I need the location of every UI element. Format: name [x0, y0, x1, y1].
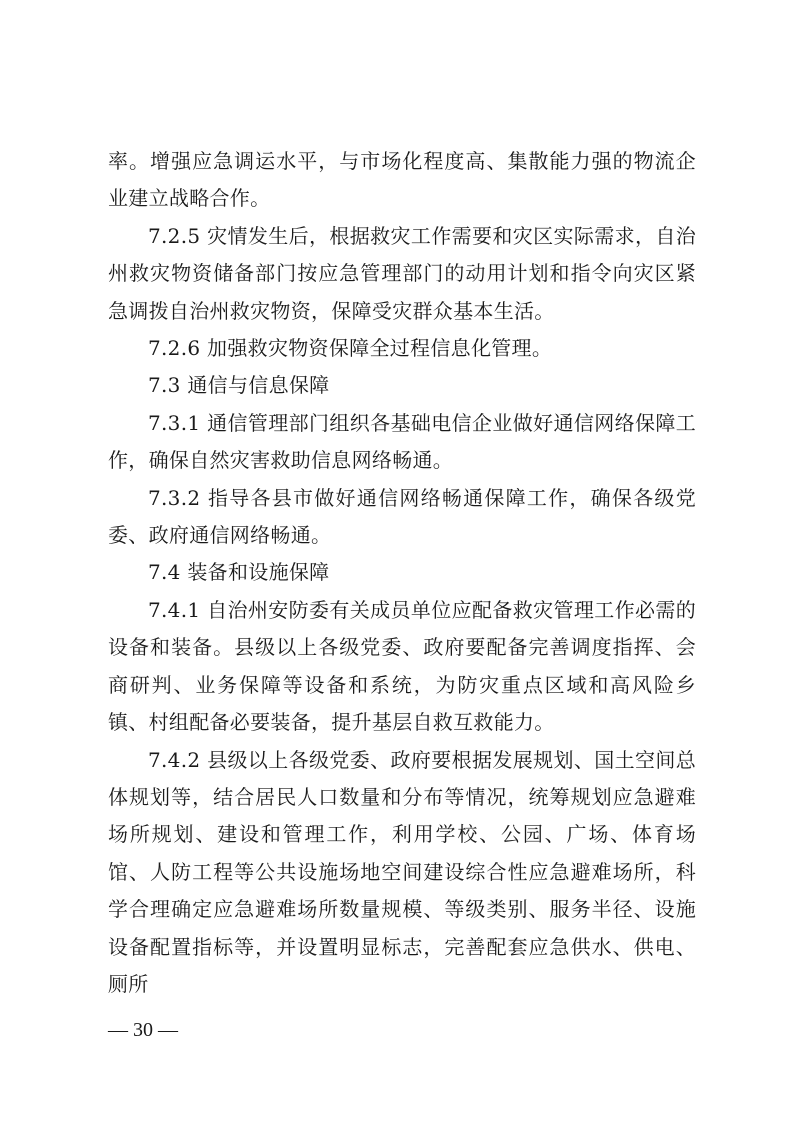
section-heading-7-4: 7.4 装备和设施保障 [148, 560, 330, 585]
paragraph-7-2-5: 7.2.5 灾情发生后，根据救灾工作需要和灾区实际需求，自治州救灾物资储备部门按应急管理部门的动用计划和指令向灾区紧急调拨自治州救灾物资，保障受灾群众基本生活。 [108, 223, 696, 323]
document-body [108, 143, 696, 1003]
section-heading-7-3: 7.3 通信与信息保障 [148, 373, 330, 398]
paragraph-continuation: 率。增强应急调运水平，与市场化程度高、集散能力强的物流企业建立战略合作。 [108, 149, 696, 211]
page-number: — 30 — [108, 1019, 178, 1041]
paragraph-7-2-6: 7.2.6 加强救灾物资保障全过程信息化管理。 [148, 336, 553, 361]
paragraph-7-3-2: 7.3.2 指导各县市做好通信网络畅通保障工作，确保各级党委、政府通信网络畅通。 [108, 485, 696, 548]
paragraph-7-4-1: 7.4.1 自治州安防委有关成员单位应配备救灾管理工作必需的设备和装备。县级以上各级党委、政府要配备完善调度指挥、会商研判、业务保障等设备和系统，为防灾重点区域和高风险乡镇、村组配备必要装备，提升基层自救互救能力。 [108, 597, 696, 735]
paragraph-7-3-1: 7.3.1 通信管理部门组织各基础电信企业做好通信网络保障工作，确保自然灾害救助信息网络畅通。 [108, 410, 696, 473]
paragraph-7-4-2: 7.4.2 县级以上各级党委、政府要根据发展规划、国土空间总体规划等，结合居民人口数量和分布等情况，统筹规划应急避难场所规划、建设和管理工作，利用学校、公园、广场、体育场馆、人防工程等公共设施场地空间建设综合性应急避难场所，科学合理确定应急避难场所数量规模、等级类别、服务半径、设施设备配置指标等，并设置明显标志，完善配套应急供水、供电、厕所 [108, 747, 696, 996]
